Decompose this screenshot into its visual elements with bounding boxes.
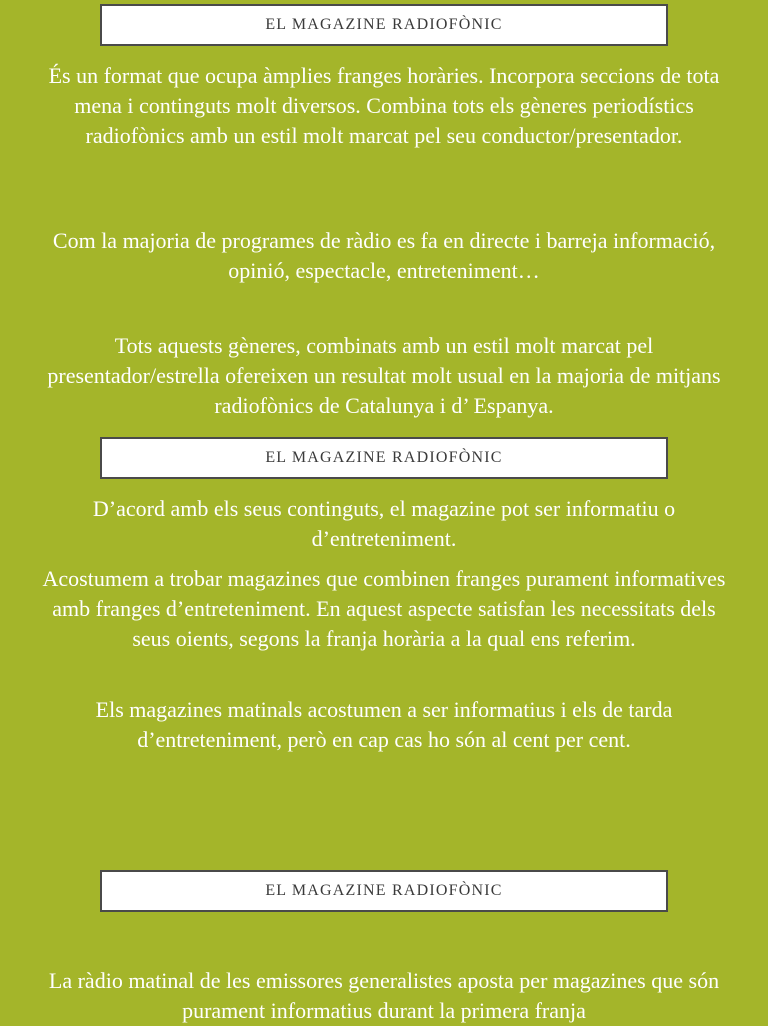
paragraph-morning-radio: La ràdio matinal de les emissores generalistes aposta per magazines que són purament informatius durant la primera franja	[48, 968, 720, 1023]
slide-title: EL MAGAZINE RADIOFÒNIC	[100, 870, 668, 912]
paragraph-format-description: És un format que ocupa àmplies franges horàries. Incorpora seccions de tota mena i continguts molt diversos. Combina tots els gèneres periodístics radiofònics amb un estil molt marcat pel seu conductor/presentador.	[48, 63, 720, 148]
slide-title: EL MAGAZINE RADIOFÒNIC	[100, 437, 668, 479]
paragraph-content-types: D’acord amb els seus continguts, el magazine pot ser informatiu o d’entreteniment.	[92, 496, 676, 551]
paragraph-morning-afternoon: Els magazines matinals acostumen a ser informatius i els de tarda d’entreteniment, però en cap cas ho són al cent per cent.	[95, 697, 673, 752]
paragraph-mixed-segments: Acostumem a trobar magazines que combinen franges purament informatives amb franges d’entreteniment. En aquest aspecte satisfan les necessitats dels seus oients, segons la franja horària a la qual ens referim.	[42, 566, 726, 651]
paragraph-live-broadcast: Com la majoria de programes de ràdio es fa en directe i barreja informació, opinió, espectacle, entreteniment…	[52, 228, 716, 283]
slide-title: EL MAGAZINE RADIOFÒNIC	[100, 4, 668, 46]
paragraph-genres-combined: Tots aquests gèneres, combinats amb un estil molt marcat pel presentador/estrella ofereixen un resultat molt usual en la majoria de mitjans radiofònics de Catalunya i d’ Espanya.	[47, 333, 721, 418]
